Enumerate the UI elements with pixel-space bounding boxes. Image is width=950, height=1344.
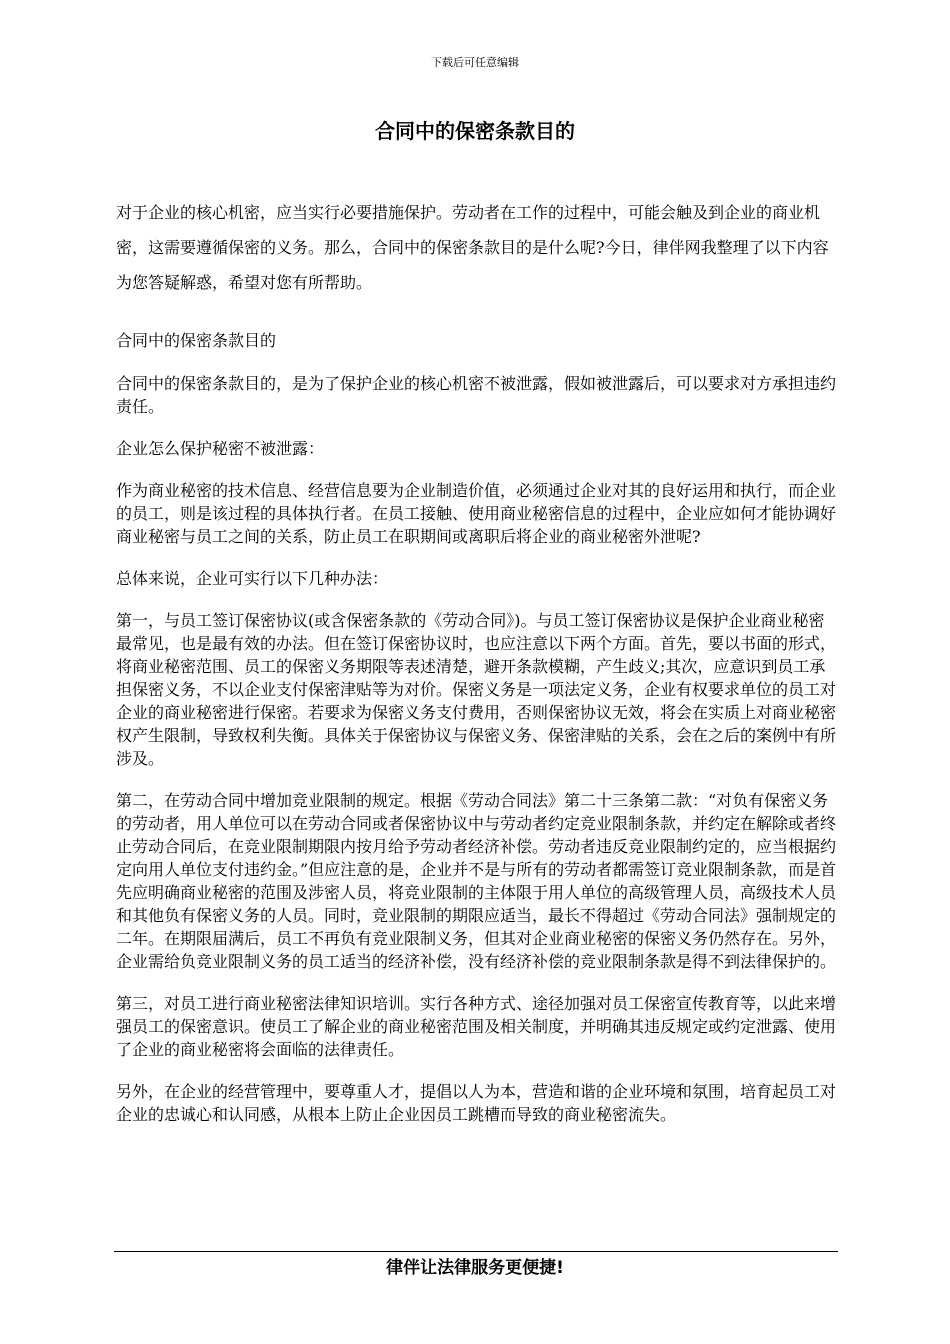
footer-divider	[114, 1251, 838, 1252]
footer-slogan: 律伴让法律服务更便捷!	[386, 1258, 564, 1278]
header-note: 下载后可任意编辑	[431, 56, 519, 69]
paragraph-background: 作为商业秘密的技术信息、经营信息要为企业制造价值，必须通过企业对其的良好运用和执行，而企业的员工，则是该过程的具体执行者。在员工接触、使用商业秘密信息的过程中，企业应如何才能协调好商业秘密与员工之间的关系，防止员工在职期间或离职后将企业的商业秘密外泄呢?	[116, 481, 837, 546]
intro-block	[116, 195, 838, 300]
paragraph-method-three: 第三，对员工进行商业秘密法律知识培训。实行各种方式、途径加强对员工保密宣传教育等，以此来增强员工的保密意识。使员工了解企业的商业秘密范围及相关制度，并明确其违反规定或约定泄露、使用了企业的商业秘密将会面临的法律责任。	[116, 994, 837, 1059]
section-gap	[116, 300, 838, 329]
content-section	[116, 329, 838, 1126]
paragraph-methods-intro: 总体来说，企业可实行以下几种办法：	[116, 569, 389, 588]
paragraph-method-two: 第二，在劳动合同中增加竞业限制的规定。根据《劳动合同法》第二十三条第二款：“对负有保密义务的劳动者，用人单位可以在劳动合同或者保密协议中与劳动者约定竞业限制条款，并约定在解除或者终止劳动合同后，在竞业限制期限内按月给予劳动者经济补偿。劳动者违反竞业限制约定的，应当根据约定向用人单位支付违约金。”但应注意的是，企业并不是与所有的劳动者都需签订竞业限制条款，而是首先应明确商业秘密的范围及涉密人员，将竞业限制的主体限于用人单位的高级管理人员，高级技术人员和其他负有保密义务的人员。同时，竞业限制的期限应适当，最长不得超过《劳动合同法》强制规定的二年。在期限届满后，员工不再负有竞业限制义务，但其对企业商业秘密的保密义务仍然存在。另外，企业需给负竞业限制义务的员工适当的经济补偿，没有经济补偿的竞业限制条款是得不到法律保护的。	[116, 791, 837, 971]
intro-paragraph: 对于企业的核心机密，应当实行必要措施保护。劳动者在工作的过程中，可能会触及到企业的商业机密，这需要遵循保密的义务。那么，合同中的保密条款目的是什么呢?今日，律伴网我整理了以下内容为您答疑解惑，希望对您有所帮助。	[116, 203, 829, 292]
section-heading: 合同中的保密条款目的	[116, 331, 277, 350]
paragraph-question: 企业怎么保护秘密不被泄露：	[116, 439, 325, 458]
paragraph-conclusion: 另外，在企业的经营管理中，要尊重人才，提倡以人为本，营造和谐的企业环境和氛围，培育起员工对企业的忠诚心和认同感，从根本上防止企业因员工跳槽而导致的商业秘密流失。	[116, 1082, 837, 1124]
paragraph-purpose: 合同中的保密条款目的，是为了保护企业的核心机密不被泄露，假如被泄露后，可以要求对方承担违约责任。	[116, 374, 837, 416]
document-title: 合同中的保密条款目的	[375, 119, 575, 143]
paragraph-method-one: 第一，与员工签订保密协议(或含保密条款的《劳动合同》)。与员工签订保密协议是保护企业商业秘密最常见，也是最有效的办法。但在签订保密协议时，也应注意以下两个方面。首先，要以书面的形式，将商业秘密范围、员工的保密义务期限等表述清楚，避开条款模糊，产生歧义;其次，应意识到员工承担保密义务，不以企业支付保密津贴等为对价。保密义务是一项法定义务，企业有权要求单位的员工对企业的商业秘密进行保密。若要求为保密义务支付费用，否则保密协议无效，将会在实质上对商业秘密权产生限制，导致权利失衡。具体关于保密协议与保密义务、保密津贴的关系，会在之后的案例中有所涉及。	[116, 611, 837, 768]
document-body	[116, 195, 838, 1145]
